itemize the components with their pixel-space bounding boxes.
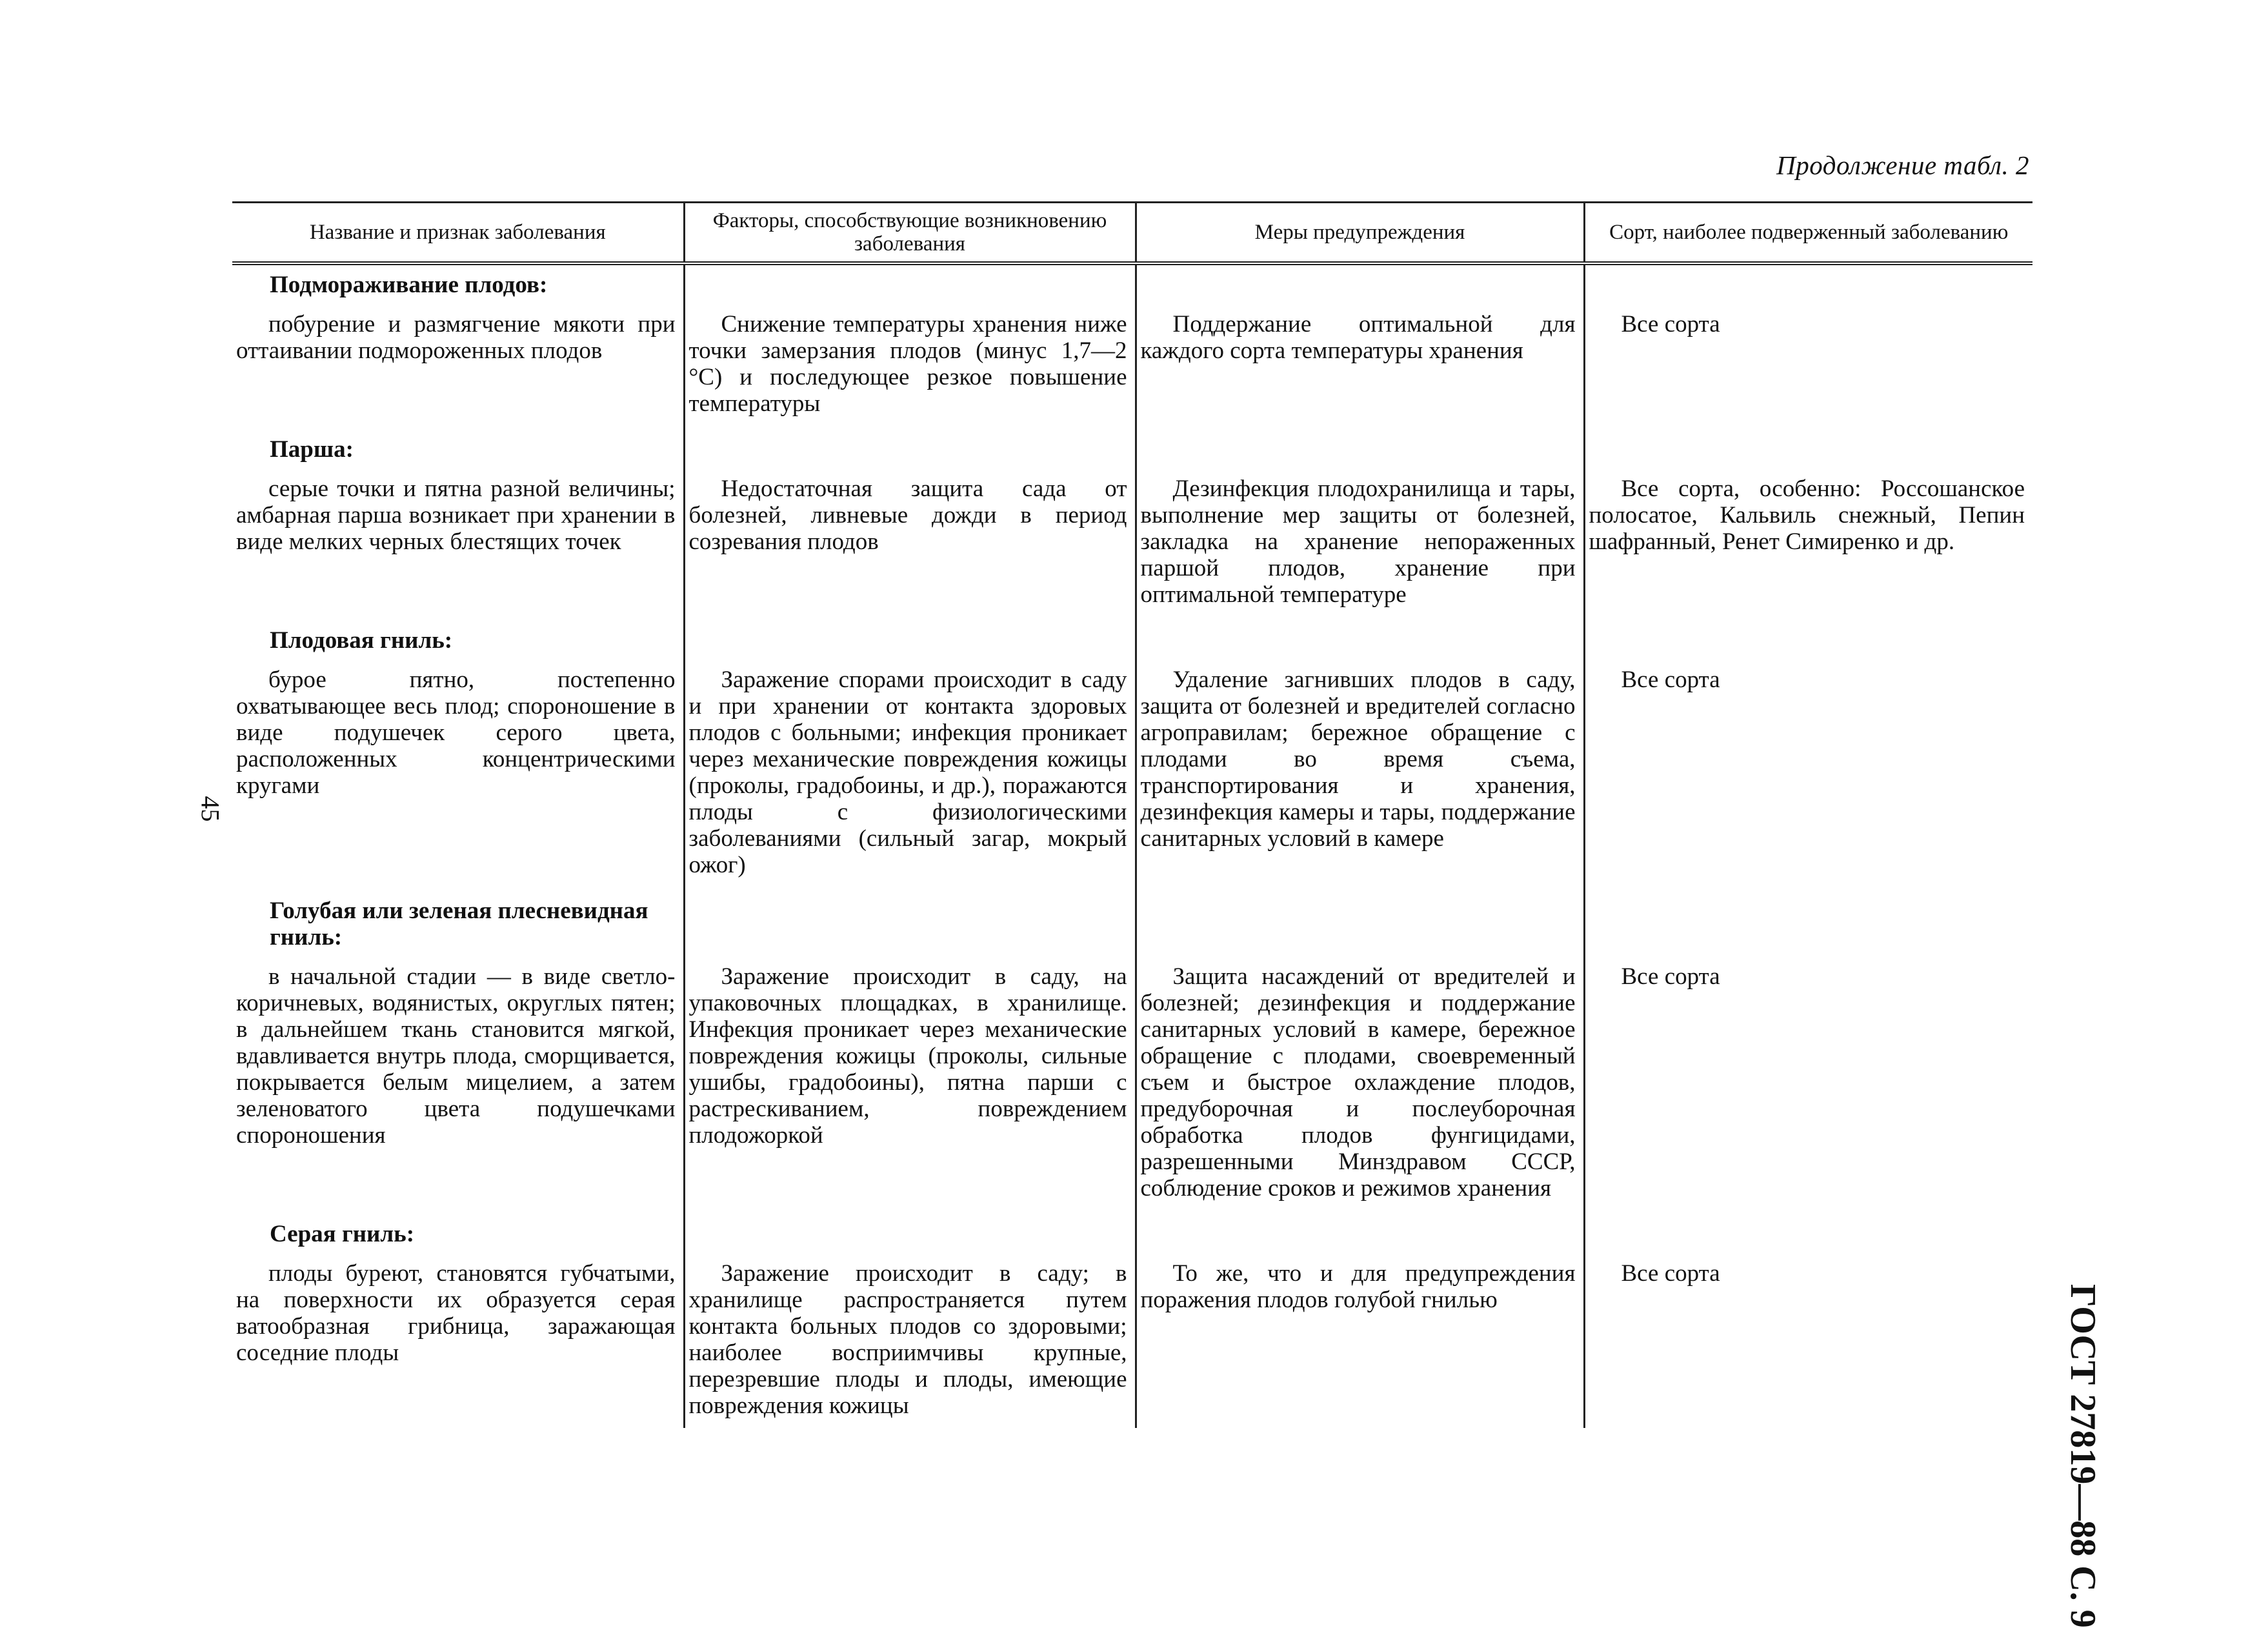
disease-sign-cell: в начальной стадии — в виде светло-коричневых, водянистых, округлых пятен; в дальнейшем ткань становится мягкой, вдавливается внутрь плода, сморщивается, покрывается белым мицелием, а затем зеленоватого цвета подушечками спороношения bbox=[236, 963, 676, 1149]
table-row bbox=[232, 658, 2032, 892]
section-title-row bbox=[232, 1216, 2032, 1251]
factors-cell: Снижение температуры хранения ниже точки замерзания плодов (минус 1,7—2 °С) и последующее резкое повышение температуры bbox=[684, 302, 1136, 431]
disease-sign-cell: плоды буреют, становятся губчатыми, на поверхности их образуется серая ватообразная грибница, заражающая соседние плоды bbox=[236, 1260, 676, 1366]
factors-cell: Недостаточная защита сада от болезней, ливневые дожди в период созревания плодов bbox=[684, 467, 1136, 622]
varieties-cell: Все сорта bbox=[1584, 302, 2032, 431]
varieties-cell: Все сорта bbox=[1584, 658, 2032, 892]
section-title-row bbox=[232, 431, 2032, 467]
section-title: Плодовая гниль: bbox=[270, 627, 453, 654]
disease-sign-cell: серые точки и пятна разной величины; амбарная парша возникает при хранении в виде мелких черных блестящих точек bbox=[236, 476, 676, 555]
section-title-row bbox=[232, 263, 2032, 302]
section-title: Парша: bbox=[270, 436, 354, 463]
prevention-cell: Защита насаждений от вредителей и болезней; дезинфекция и поддержание санитарных условий в камере, бережное обращение с плодами, своевременный съем и быстрое охлаждение плодов, предуборочная и послеуборочная обработка плодов фунгицидами, разрешенными Минздравом СССР, соблюдение сроков и режимов хранения bbox=[1136, 954, 1584, 1216]
varieties-cell: Все сорта, особенно: Россошанское полосатое, Кальвиль снежный, Пепин шафранный, Ренет Симиренко и др. bbox=[1584, 467, 2032, 622]
section-title-row bbox=[232, 622, 2032, 658]
header-factors: Факторы, способствующие возникновению заболевания bbox=[684, 203, 1136, 264]
table-row bbox=[232, 302, 2032, 431]
section-title: Голубая или зеленая плесневидная гниль: bbox=[270, 898, 648, 950]
table-row bbox=[232, 467, 2032, 622]
factors-cell: Заражение происходит в саду, на упаковочных площадках, в хранилище. Инфекция проникает через механические повреждения кожицы (проколы, сильные ушибы, градобоины), пятна парши с растрескиванием, повреждением плодожоркой bbox=[684, 954, 1136, 1216]
section-title: Подмораживание плодов: bbox=[270, 272, 548, 298]
table-header-row bbox=[232, 203, 2032, 264]
varieties-cell: Все сорта bbox=[1584, 954, 2032, 1216]
standard-page-label: ГОСТ 27819—88 С. 9 bbox=[2063, 1284, 2103, 1628]
prevention-cell: Дезинфекция плодохранилища и тары, выполнение мер защиты от болезней, закладка на хранение непораженных паршой плодов, хранение при оптимальной температуре bbox=[1136, 467, 1584, 622]
prevention-cell: Удаление загнивших плодов в саду, защита от болезней и вредителей согласно агроправилам; бережное обращение с плодами во время съема, транспортирования и хранения, дезинфекция камеры и тары, поддержание санитарных условий в камере bbox=[1136, 658, 1584, 892]
disease-sign-cell: бурое пятно, постепенно охватывающее весь плод; спороношение в виде подушечек серого цвета, расположенных концентрическими кругами bbox=[236, 667, 676, 799]
varieties-cell: Все сорта bbox=[1584, 1251, 2032, 1428]
page-number: 45 bbox=[196, 796, 225, 822]
prevention-cell: Поддержание оптимальной для каждого сорта температуры хранения bbox=[1136, 302, 1584, 431]
table-row bbox=[232, 1251, 2032, 1428]
diseases-table bbox=[232, 201, 2032, 1428]
section-title: Серая гниль: bbox=[270, 1221, 415, 1247]
header-prevention: Меры предупреждения bbox=[1136, 203, 1584, 264]
factors-cell: Заражение происходит в саду; в хранилище распространяется путем контакта больных плодов со здоровыми; наиболее восприимчивы крупные, перезревшие плоды и плоды, имеющие повреждения кожицы bbox=[684, 1251, 1136, 1428]
table-continuation-caption: Продолжение табл. 2 bbox=[1776, 150, 2029, 180]
factors-cell: Заражение спорами происходит в саду и при хранении от контакта здоровых плодов с больными; инфекция проникает через механические повреждения кожицы (проколы, градобоины, и др.), поражаются плоды с физиологическими заболеваниями (сильный загар, мокрый ожог) bbox=[684, 658, 1136, 892]
header-disease-name: Название и признак заболевания bbox=[232, 203, 684, 264]
section-title-row bbox=[232, 892, 2032, 954]
disease-sign-cell: побурение и размягчение мякоти при оттаивании подмороженных плодов bbox=[236, 311, 676, 364]
prevention-cell: То же, что и для предупреждения поражения плодов голубой гнилью bbox=[1136, 1251, 1584, 1428]
table-row bbox=[232, 954, 2032, 1216]
header-varieties: Сорт, наиболее подверженный заболеванию bbox=[1584, 203, 2032, 264]
